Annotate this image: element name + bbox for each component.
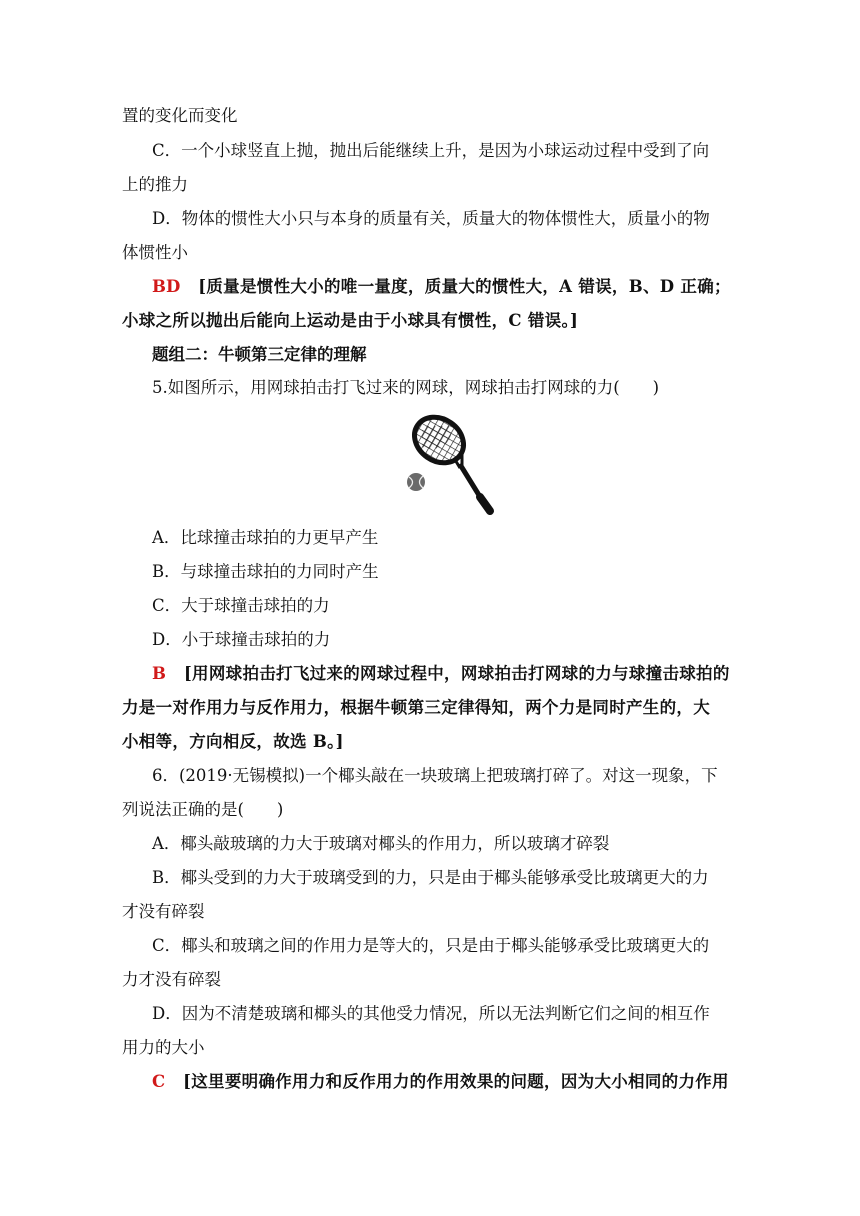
- text-line: 列说法正确的是( ): [122, 800, 284, 819]
- text-line: 才没有碎裂: [122, 902, 205, 921]
- question-5: 5.如图所示，用网球拍击打飞过来的网球，网球拍击打网球的力( ): [152, 378, 660, 397]
- option-d: D．小于球撞击球拍的力: [152, 630, 331, 649]
- explanation-text: [这里要明确作用力和反作用力的作用效果的问题，因为大小相同的力作用: [183, 1072, 729, 1091]
- question-6: 6．(2019·无锡模拟)一个椰头敲在一块玻璃上把玻璃打碎了。对这一现象，下: [152, 766, 718, 785]
- option-b: B．椰头受到的力大于玻璃受到的力，只是由于椰头能够承受比玻璃更大的力: [152, 868, 709, 887]
- answer-line: [0, 277, 860, 297]
- option-a: A．椰头敲玻璃的力大于玻璃对椰头的作用力，所以玻璃才碎裂: [152, 834, 610, 853]
- explanation-line: 小相等，方向相反，故选 B。]: [122, 732, 344, 751]
- option-b: B．与球撞击球拍的力同时产生: [152, 562, 379, 581]
- text-line: 体惯性小: [122, 243, 188, 262]
- explanation-text: [质量是惯性大小的唯一量度，质量大的惯性大，A 错误，B、D 正确；: [198, 277, 731, 296]
- explanation-text: [用网球拍击打飞过来的网球过程中，网球拍击打网球的力与球撞击球拍的: [183, 664, 730, 683]
- racket-icon: [406, 408, 490, 511]
- answer-line: [0, 1072, 860, 1092]
- tennis-racket-figure: [396, 408, 496, 516]
- explanation-line: 小球之所以抛出后能向上运动是由于小球具有惯性，C 错误。]: [122, 311, 579, 330]
- answer-line: [0, 664, 860, 684]
- text-line: 力才没有碎裂: [122, 970, 221, 989]
- tennis-ball-icon: [407, 473, 425, 491]
- answer-label: C: [152, 1072, 166, 1091]
- answer-label: BD: [152, 277, 181, 296]
- option-d: D．物体的惯性大小只与本身的质量有关，质量大的物体惯性大，质量小的物: [152, 209, 710, 228]
- text-line: 用力的大小: [122, 1038, 205, 1057]
- explanation-line: 力是一对作用力与反作用力，根据牛顿第三定律得知，两个力是同时产生的，大: [122, 698, 710, 717]
- text-line: 置的变化而变化: [122, 106, 238, 125]
- section-heading: 题组二：牛顿第三定律的理解: [152, 345, 367, 364]
- option-c: C．大于球撞击球拍的力: [152, 596, 330, 615]
- option-c: C．椰头和玻璃之间的作用力是等大的，只是由于椰头能够承受比玻璃更大的: [152, 936, 710, 955]
- option-d: D．因为不清楚玻璃和椰头的其他受力情况，所以无法判断它们之间的相互作: [152, 1004, 710, 1023]
- option-a: A．比球撞击球拍的力更早产生: [152, 528, 379, 547]
- answer-label: B: [152, 664, 166, 683]
- text-line: 上的推力: [122, 175, 188, 194]
- option-c: C．一个小球竖直上抛，抛出后能继续上升，是因为小球运动过程中受到了向: [152, 141, 710, 160]
